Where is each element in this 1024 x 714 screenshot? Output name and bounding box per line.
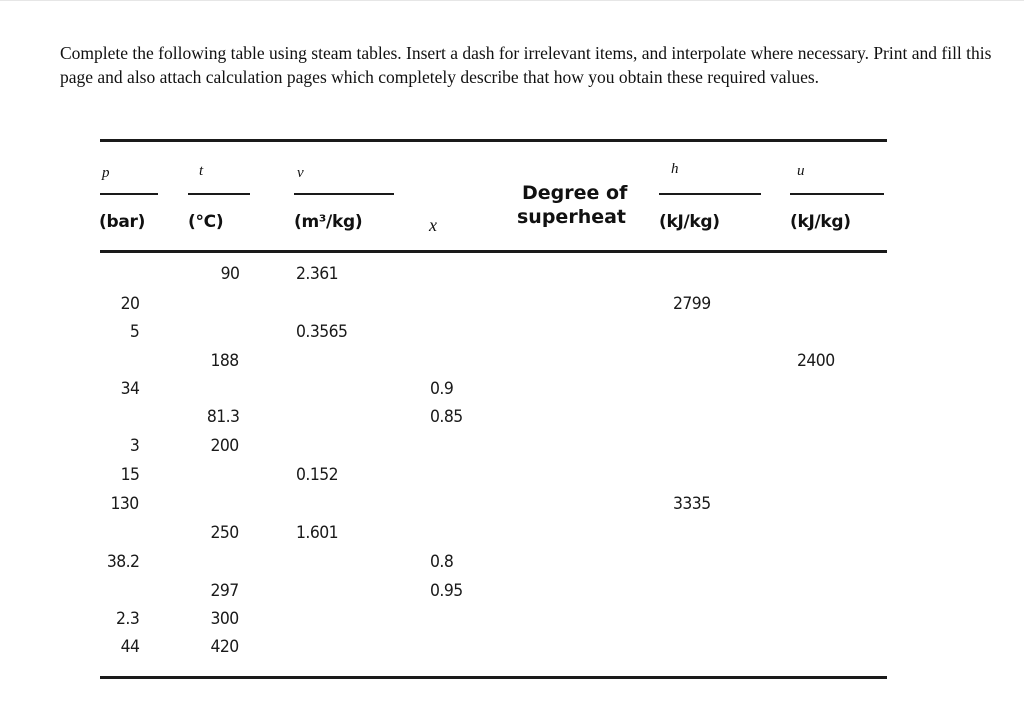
cell-t: 250 [210, 523, 239, 543]
cell-p: 44 [120, 637, 139, 657]
header-p-underline [100, 193, 158, 195]
cell-t: 297 [210, 581, 239, 601]
header-p-unit: (bar) [99, 212, 146, 232]
header-p-symbol: p [102, 165, 110, 181]
cell-v: 2.361 [296, 264, 339, 284]
table-top-rule [100, 139, 887, 142]
cell-t: 188 [210, 351, 239, 371]
cell-u: 2400 [797, 351, 835, 371]
header-h-unit: (kJ/kg) [659, 212, 720, 232]
instructions-text: Complete the following table using steam tables. Insert a dash for irrelevant items, and interpolate where necessary. Print and fill this page and also attach calculation pages which completely describe that how you obtain these required values. [60, 43, 992, 87]
header-superheat-line1: Degree of [522, 182, 628, 204]
cell-x: 0.85 [430, 407, 463, 427]
cell-t: 200 [210, 436, 239, 456]
table-header-rule [100, 250, 887, 253]
header-t-unit: (°C) [188, 212, 224, 232]
cell-p: 3 [129, 436, 139, 456]
cell-t: 81.3 [206, 407, 239, 427]
cell-t: 300 [210, 609, 239, 629]
cell-v: 0.3565 [296, 322, 348, 342]
header-v-symbol: v [297, 165, 304, 181]
cell-p: 38.2 [106, 552, 139, 572]
header-v-underline [294, 193, 394, 195]
top-divider [0, 0, 1024, 1]
cell-p: 34 [120, 379, 139, 399]
header-v-unit: (m³/kg) [294, 212, 363, 232]
cell-h: 3335 [673, 494, 711, 514]
cell-x: 0.8 [430, 552, 454, 572]
cell-x: 0.9 [430, 379, 454, 399]
header-superheat-line2: superheat [517, 206, 627, 228]
header-t-underline [188, 193, 250, 195]
cell-t: 420 [210, 637, 239, 657]
header-h-underline [659, 193, 761, 195]
header-u-symbol: u [797, 163, 805, 179]
cell-v: 1.601 [296, 523, 339, 543]
cell-h: 2799 [673, 294, 711, 314]
header-h-symbol: h [671, 161, 679, 177]
header-t-symbol: t [199, 163, 204, 179]
table-bottom-rule [100, 676, 887, 679]
cell-t: 90 [220, 264, 239, 284]
header-u-unit: (kJ/kg) [790, 212, 851, 232]
cell-p: 5 [129, 322, 139, 342]
cell-p: 15 [120, 465, 139, 485]
header-x-symbol: x [429, 215, 437, 235]
cell-p: 130 [110, 494, 139, 514]
cell-x: 0.95 [430, 581, 463, 601]
cell-p: 20 [120, 294, 139, 314]
cell-v: 0.152 [296, 465, 339, 485]
cell-p: 2.3 [115, 609, 139, 629]
header-u-underline [790, 193, 884, 195]
